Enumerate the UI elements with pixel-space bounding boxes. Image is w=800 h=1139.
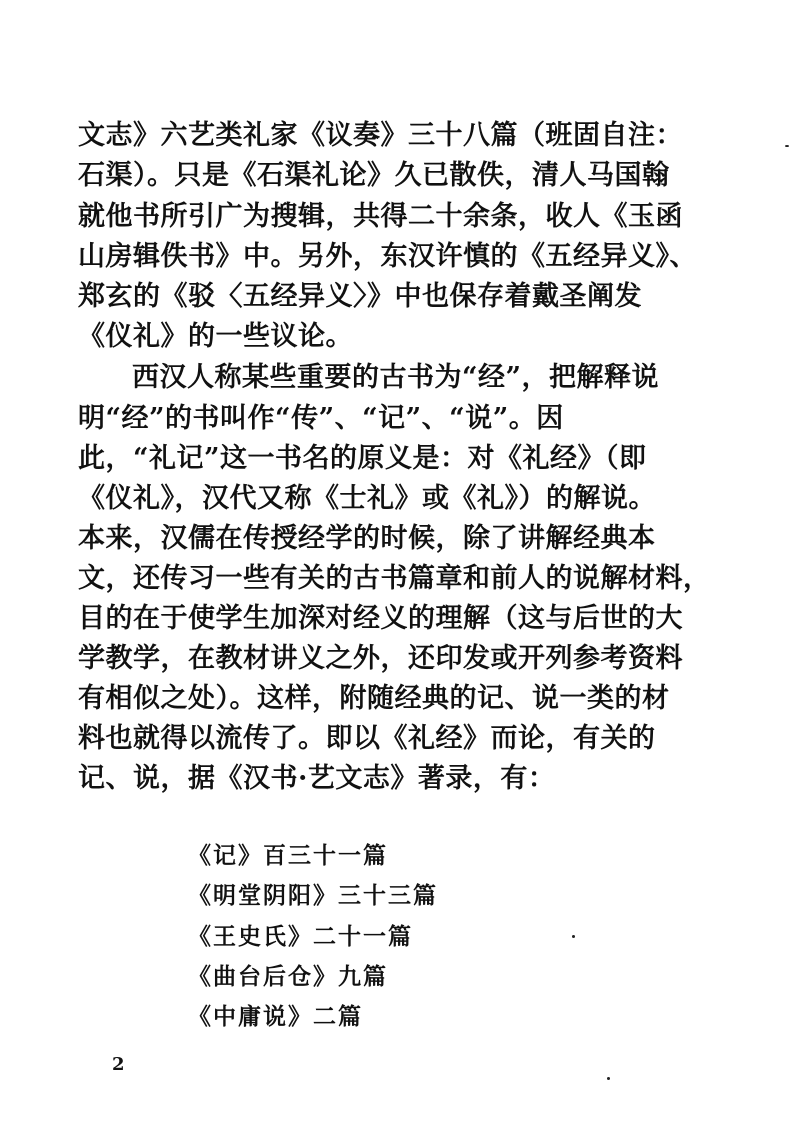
list-item: 《王史氏》二十一篇 [188,923,413,950]
text-line: 明“经”的书叫作“传”、“记”、“说”。因 [78,403,564,434]
text-line: 此，“礼记”这一书名的原义是：对《礼经》（即 [78,443,647,474]
scan-speck [572,935,575,938]
text-line: 就他书所引广为搜辑，共得二十余条，收人《玉函 [78,201,683,232]
page-number: 2 [112,1054,125,1075]
list-item: 《中庸说》二篇 [188,1003,363,1030]
text-line: 《仪礼》，汉代又称《士礼》或《礼》）的解说。 [78,483,656,514]
text-line: 有相似之处）。这样，附随经典的记、说一类的材 [78,683,670,714]
text-line: 西汉人称某些重要的古书为“经”，把解释说 [132,362,660,393]
text-line: 石渠）。只是《石渠礼论》久已散佚，清人马国翰 [78,160,670,191]
scan-speck [607,1077,610,1080]
text-line: 料也就得以流传了。即以《礼经》而论，有关的 [78,723,656,754]
list-item: 《记》百三十一篇 [188,842,388,869]
text-line: 《仪礼》的一些议论。 [78,321,353,352]
list-item: 《明堂阴阳》三十三篇 [188,882,438,909]
list-item: 《曲台后仓》九篇 [188,963,388,990]
text-line: 本来，汉儒在传授经学的时候，除了讲解经典本 [78,523,656,554]
scan-speck [785,145,789,147]
text-line: 文志》六艺类礼家《议奏》三十八篇（班固自注： [78,120,683,151]
text-line: 文，还传习一些有关的古书篇章和前人的说解材料， [78,563,711,594]
text-line: 目的在于使学生加深对经义的理解（这与后世的大 [78,603,683,634]
text-line: 学教学，在教材讲义之外，还印发或开列参考资料 [78,643,683,674]
text-line: 记、说，据《汉书·艺文志》著录，有： [78,763,556,794]
text-line: 郑玄的《驳〈五经异义〉》中也保存着戴圣阐发 [78,281,642,312]
text-line: 山房辑佚书》中。另外，东汉许慎的《五经异义》、 [78,241,697,272]
